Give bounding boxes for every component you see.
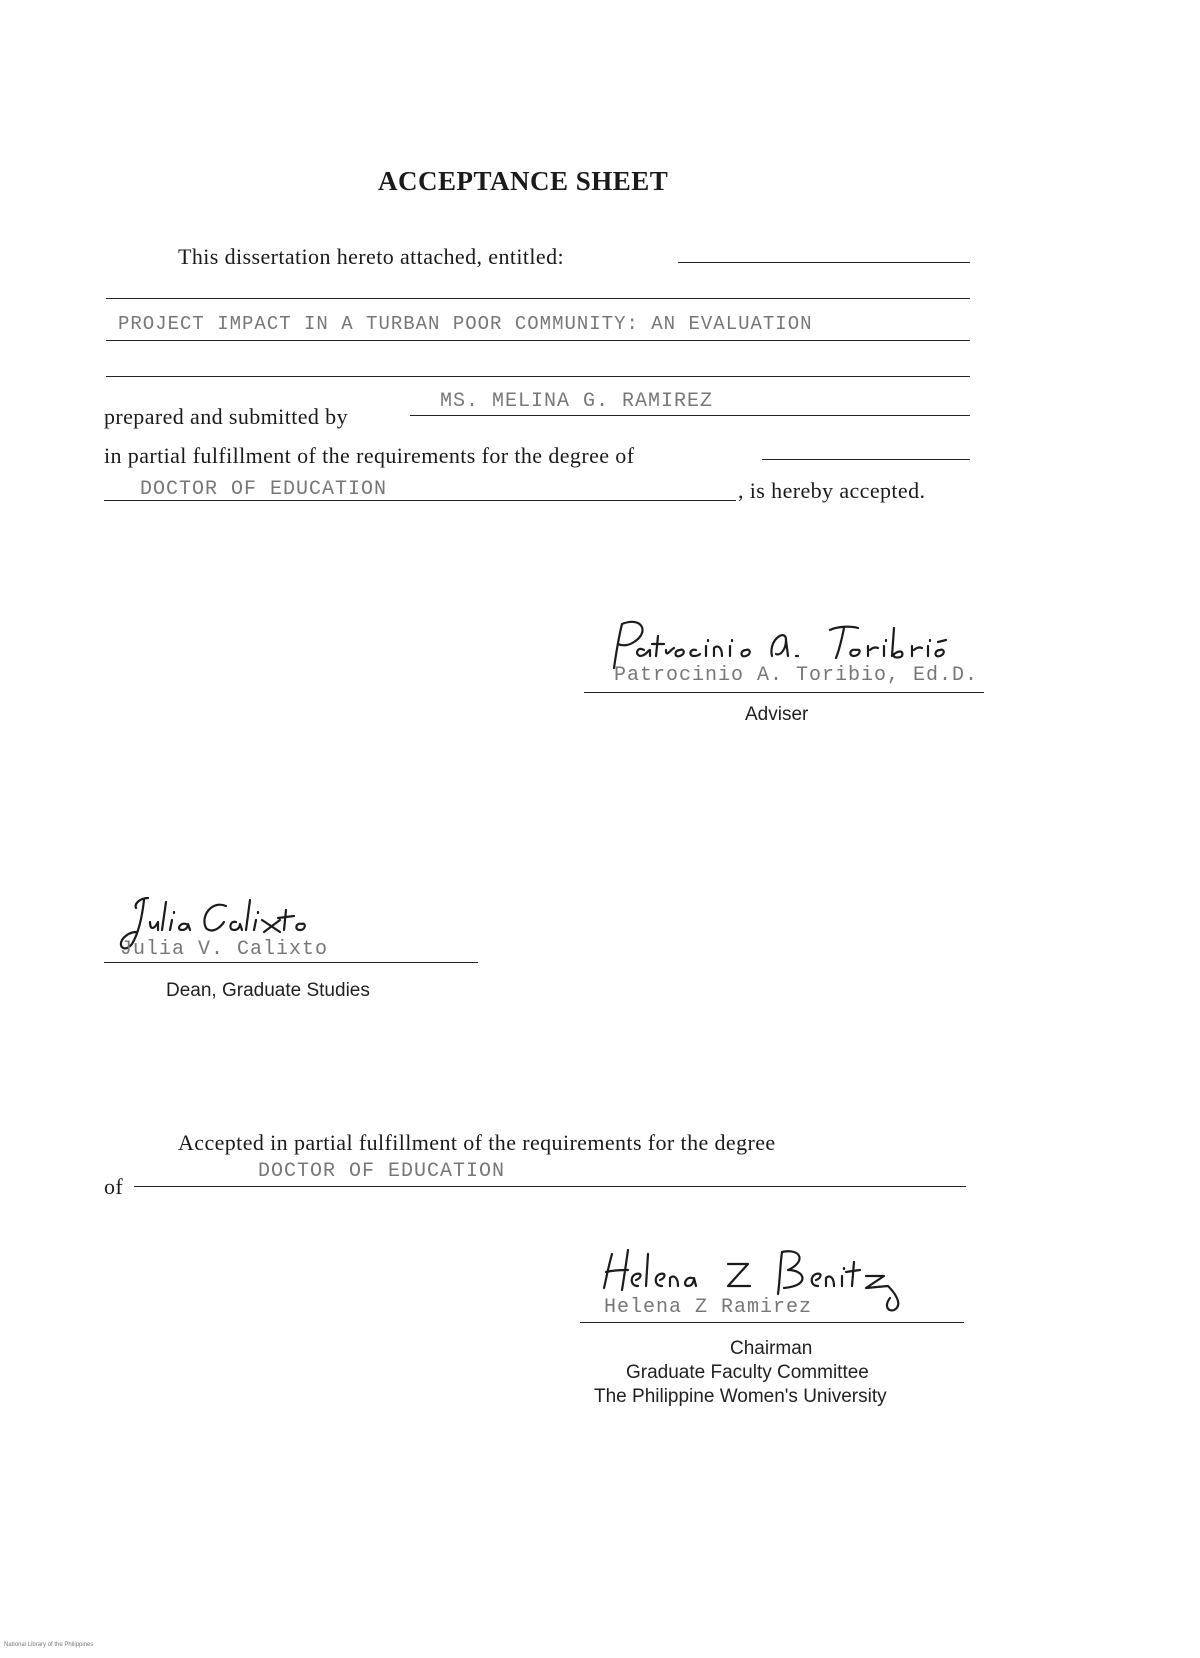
title-rule-bottom: [106, 376, 970, 377]
dean-name: Julia V. Calixto: [120, 938, 329, 961]
chairman-role: Chairman: [730, 1338, 813, 1359]
dissertation-title: PROJECT IMPACT IN A TURBAN POOR COMMUNITY: AN EVALUATION: [118, 313, 813, 335]
footer-text: National Library of the Philippines: [4, 1642, 94, 1648]
adviser-role: Adviser: [745, 704, 809, 725]
prepared-label: prepared and submitted by: [104, 404, 348, 429]
chairman-rule: [580, 1322, 964, 1323]
adviser-name: Patrocinio A. Toribio, Ed.D.: [614, 664, 979, 687]
degree-name: DOCTOR OF EDUCATION: [140, 478, 388, 501]
partial-fulfillment-line: in partial fulfillment of the requirements for the degree of: [104, 443, 635, 468]
acceptance-of-label: of: [104, 1174, 124, 1199]
acceptance-degree-rule: [134, 1186, 966, 1187]
author-rule: [410, 415, 970, 416]
author-name: MS. MELINA G. RAMIREZ: [440, 390, 714, 413]
acceptance-degree: DOCTOR OF EDUCATION: [258, 1160, 506, 1183]
page-title: ACCEPTANCE SHEET: [378, 166, 669, 196]
title-rule-under: [106, 340, 970, 341]
degree-rule: [104, 500, 736, 501]
dean-rule: [104, 962, 478, 963]
acceptance-line: Accepted in partial fulfillment of the requirements for the degree: [178, 1130, 776, 1155]
degree-blank-rule: [762, 459, 970, 460]
accepted-suffix: , is hereby accepted.: [738, 478, 926, 503]
chairman-university: The Philippine Women's University: [594, 1386, 887, 1407]
chairman-committee: Graduate Faculty Committee: [626, 1362, 869, 1383]
adviser-rule: [584, 692, 984, 693]
title-rule-top: [106, 298, 970, 299]
title-blank-rule: [678, 262, 970, 263]
chairman-name: Helena Z Ramirez: [604, 1296, 813, 1319]
intro-line: This dissertation hereto attached, entitled:: [178, 244, 564, 269]
dean-role: Dean, Graduate Studies: [166, 980, 370, 1001]
